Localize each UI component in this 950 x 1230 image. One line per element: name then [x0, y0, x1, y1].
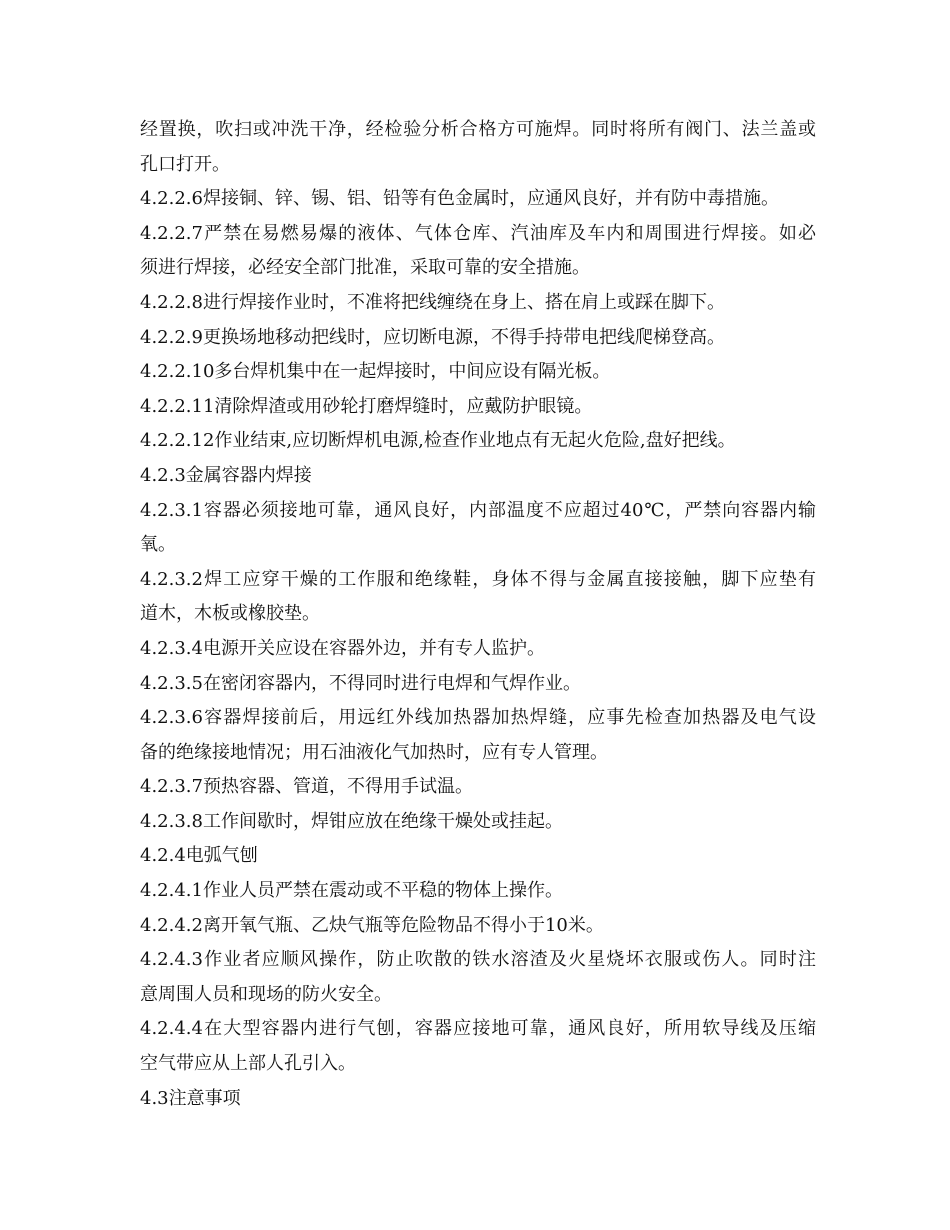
text-line: 4.2.3.2焊工应穿干燥的工作服和绝缘鞋，身体不得与金属直接接触，脚下应垫有 — [140, 568, 816, 590]
text-line: 4.2.3金属容器内焊接 — [140, 464, 312, 486]
text-line: 经置换，吹扫或冲洗干净，经检验分析合格方可施焊。同时将所有阀门、法兰盖或 — [140, 119, 816, 140]
text-line: 4.2.2.12作业结束,应切断焊机电源,检查作业地点有无起火危险,盘好把线。 — [140, 430, 736, 452]
text-line: 4.3注意事项 — [140, 1087, 241, 1109]
text-line: 氧。 — [140, 534, 176, 556]
text-line: 4.2.3.4电源开关应设在容器外边，并有专人监护。 — [140, 637, 545, 659]
text-line: 4.2.3.5在密闭容器内，不得同时进行电焊和气焊作业。 — [140, 672, 581, 694]
text-line: 空气带应从上部人孔引入。 — [140, 1053, 356, 1075]
text-line: 备的绝缘接地情况；用石油液化气加热时，应有专人管理。 — [140, 741, 608, 763]
text-line: 4.2.3.8工作间歇时，焊钳应放在绝缘干燥处或挂起。 — [140, 810, 563, 832]
text-line: 4.2.4.4在大型容器内进行气刨，容器应接地可靠，通风良好，所用软导线及压缩 — [140, 1018, 816, 1040]
text-line: 孔口打开。 — [140, 153, 230, 175]
text-line: 4.2.4.1作业人员严禁在震动或不平稳的物体上操作。 — [140, 880, 563, 902]
text-line: 4.2.2.6焊接铜、锌、锡、铝、铅等有色金属时，应通风良好，并有防中毒措施。 — [140, 188, 779, 210]
text-line: 须进行焊接，必经安全部门批准，采取可靠的安全措施。 — [140, 257, 590, 279]
text-line: 意周围人员和现场的防火安全。 — [140, 983, 392, 1005]
text-line: 4.2.2.9更换场地移动把线时，应切断电源，不得手持带电把线爬梯登高。 — [140, 326, 725, 348]
text-line: 4.2.4电弧气刨 — [140, 845, 258, 867]
text-line: 4.2.3.6容器焊接前后，用远红外线加热器加热焊缝，应事先检查加热器及电气设 — [140, 707, 816, 729]
text-line: 4.2.4.3作业者应顺风操作，防止吹散的铁水溶渣及火星烧坏衣服或伤人。同时注 — [140, 949, 816, 971]
text-line: 4.2.2.8进行焊接作业时，不准将把线缠绕在身上、搭在肩上或踩在脚下。 — [140, 291, 725, 313]
document-body — [140, 113, 816, 1116]
text-line: 4.2.2.10多台焊机集中在一起焊接时，中间应设有隔光板。 — [140, 361, 611, 383]
text-line: 4.2.2.7严禁在易燃易爆的液体、气体仓库、汽油库及车内和周围进行焊接。如必 — [140, 222, 816, 244]
text-line: 道木，木板或橡胶垫。 — [140, 603, 320, 625]
text-line: 4.2.3.1容器必须接地可靠，通风良好，内部温度不应超过40℃，严禁向容器内输 — [140, 499, 816, 521]
text-line: 4.2.3.7预热容器、管道，不得用手试温。 — [140, 776, 473, 798]
text-line: 4.2.4.2离开氧气瓶、乙炔气瓶等危险物品不得小于10米。 — [140, 914, 604, 936]
text-line: 4.2.2.11清除焊渣或用砂轮打磨焊缝时，应戴防护眼镜。 — [140, 395, 593, 417]
